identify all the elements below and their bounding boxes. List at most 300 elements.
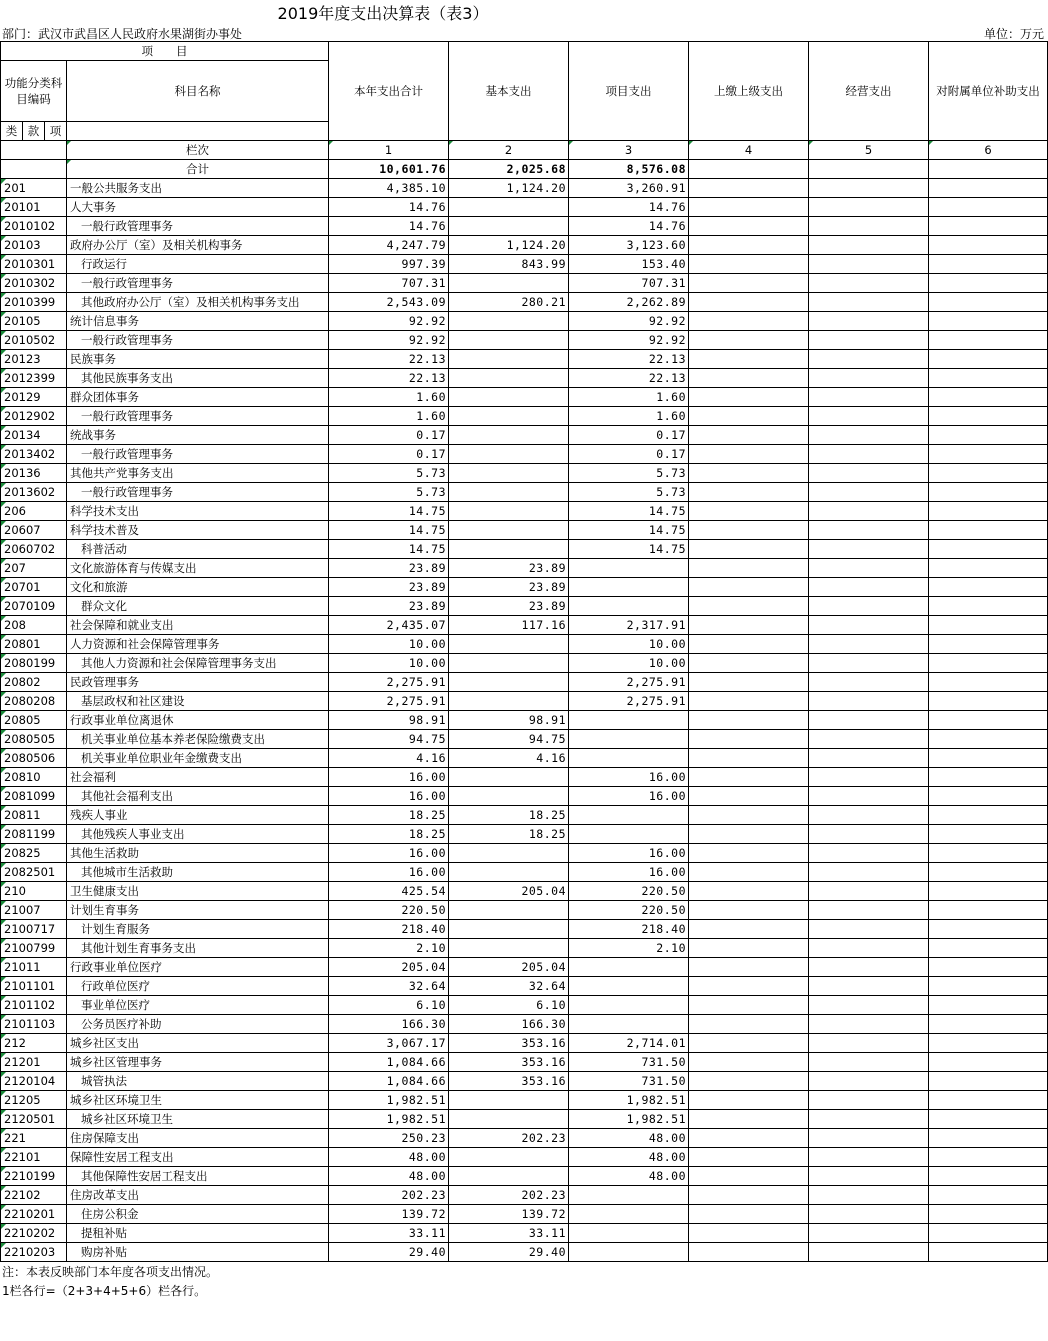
row-value: 1,124.20 [449,179,569,198]
row-value [449,502,569,521]
row-subject-name: 民政管理事务 [67,673,329,692]
row-code: 2080208 [1,692,67,711]
row-empty-cell [689,1167,809,1186]
row-value: 1,982.51 [569,1091,689,1110]
row-value: 0.17 [329,445,449,464]
row-value: 14.75 [569,540,689,559]
row-subject-name: 城乡社区管理事务 [67,1053,329,1072]
table-row [1,1148,1048,1167]
row-value: 32.64 [449,977,569,996]
row-code: 206 [1,502,67,521]
row-value: 92.92 [569,331,689,350]
row-empty-cell [689,825,809,844]
row-value: 14.75 [569,521,689,540]
row-value: 2,262.89 [569,293,689,312]
row-code: 2080505 [1,730,67,749]
row-code: 2012399 [1,369,67,388]
row-value: 5.73 [329,483,449,502]
row-subject-name: 事业单位医疗 [67,996,329,1015]
row-value: 5.73 [569,464,689,483]
col-num-2: 2 [449,141,569,160]
row-empty-cell [809,616,929,635]
row-value: 4.16 [329,749,449,768]
row-subject-name: 其他残疾人事业支出 [67,825,329,844]
row-value: 23.89 [329,559,449,578]
row-value [449,388,569,407]
row-subject-name: 其他民族事务支出 [67,369,329,388]
row-value [449,901,569,920]
row-subject-name: 科学技术普及 [67,521,329,540]
row-value [449,692,569,711]
row-value: 48.00 [569,1167,689,1186]
row-empty-cell [689,369,809,388]
row-value [449,1148,569,1167]
row-code: 2100799 [1,939,67,958]
row-code: 2013602 [1,483,67,502]
row-empty-cell [809,255,929,274]
row-value: 92.92 [329,331,449,350]
row-subject-name: 住房改革支出 [67,1186,329,1205]
row-empty-cell [809,597,929,616]
row-value: 1,982.51 [329,1091,449,1110]
row-value: 23.89 [449,597,569,616]
row-empty-cell [809,1205,929,1224]
row-value: 1,084.66 [329,1053,449,1072]
row-empty-cell [689,958,809,977]
row-code: 20129 [1,388,67,407]
row-subject-name: 一般行政管理事务 [67,331,329,350]
row-empty-cell [929,1167,1048,1186]
row-value: 16.00 [329,787,449,806]
row-value [569,1015,689,1034]
row-value [449,217,569,236]
row-value [449,787,569,806]
row-empty-cell [929,711,1048,730]
row-value [569,958,689,977]
row-code: 20136 [1,464,67,483]
row-value [449,426,569,445]
row-value: 18.25 [449,825,569,844]
row-value: 4.16 [449,749,569,768]
row-value: 14.75 [329,540,449,559]
row-empty-cell [809,977,929,996]
row-subject-name: 一般公共服务支出 [67,179,329,198]
row-empty-cell [929,274,1048,293]
row-empty-cell [809,426,929,445]
row-value: 843.99 [449,255,569,274]
row-empty-cell [809,350,929,369]
row-value: 2.10 [569,939,689,958]
row-code: 21011 [1,958,67,977]
row-subject-name: 一般行政管理事务 [67,407,329,426]
row-value: 250.23 [329,1129,449,1148]
row-empty-cell [809,369,929,388]
row-empty-cell [809,996,929,1015]
row-empty-cell [809,293,929,312]
row-empty-cell [809,559,929,578]
table-row [1,1224,1048,1243]
row-empty-cell [929,1205,1048,1224]
row-value: 353.16 [449,1053,569,1072]
row-empty-cell [689,882,809,901]
row-empty-cell [809,711,929,730]
row-code: 21007 [1,901,67,920]
row-value: 10.00 [569,635,689,654]
row-empty-cell [929,559,1048,578]
row-subject-name: 统战事务 [67,426,329,445]
row-value: 10.00 [569,654,689,673]
row-empty-cell [929,1034,1048,1053]
row-value: 218.40 [329,920,449,939]
table-row [1,939,1048,958]
row-empty-cell [809,540,929,559]
row-value [449,407,569,426]
row-empty-cell [929,426,1048,445]
row-value [449,673,569,692]
row-code: 22102 [1,1186,67,1205]
row-value: 22.13 [329,350,449,369]
row-subject-name: 群众团体事务 [67,388,329,407]
row-code: 2012902 [1,407,67,426]
col-header-2: 基本支出 [449,42,569,141]
row-empty-cell [809,768,929,787]
table-row [1,369,1048,388]
row-value: 92.92 [329,312,449,331]
row-code: 2010399 [1,293,67,312]
row-value [449,654,569,673]
row-empty-cell [929,920,1048,939]
row-subject-name: 公务员医疗补助 [67,1015,329,1034]
row-value: 1.60 [569,407,689,426]
row-value: 18.25 [329,825,449,844]
row-value [569,996,689,1015]
row-empty-cell [689,1129,809,1148]
col-header-1: 本年支出合计 [329,42,449,141]
row-empty-cell [929,996,1048,1015]
row-value: 707.31 [569,274,689,293]
row-empty-cell [689,293,809,312]
row-empty-cell [929,1129,1048,1148]
row-value: 202.23 [449,1186,569,1205]
row-value: 220.50 [329,901,449,920]
row-value: 48.00 [329,1167,449,1186]
row-subject-name: 其他保障性安居工程支出 [67,1167,329,1186]
row-value [569,825,689,844]
table-row [1,1243,1048,1262]
row-value: 98.91 [329,711,449,730]
row-empty-cell [809,274,929,293]
row-value: 16.00 [569,787,689,806]
table-row [1,901,1048,920]
row-empty-cell [809,217,929,236]
col-num-5: 5 [809,141,929,160]
col-header-3: 项目支出 [569,42,689,141]
row-empty-cell [689,350,809,369]
row-empty-cell [809,1186,929,1205]
row-subject-name: 城乡社区环境卫生 [67,1110,329,1129]
table-row [1,540,1048,559]
row-empty-cell [689,711,809,730]
row-subject-name: 民族事务 [67,350,329,369]
xiang-header: 项 [45,122,67,141]
row-code: 21201 [1,1053,67,1072]
row-value: 3,260.91 [569,179,689,198]
row-value: 92.92 [569,312,689,331]
row-value: 1.60 [329,407,449,426]
row-subject-name: 其他社会福利支出 [67,787,329,806]
row-code: 20134 [1,426,67,445]
row-empty-cell [809,844,929,863]
row-code: 2010102 [1,217,67,236]
row-value [569,559,689,578]
row-empty-cell [929,502,1048,521]
row-empty-cell [689,1072,809,1091]
footnote-1: 注：本表反映部门本年度各项支出情况。 [2,1265,219,1279]
row-value: 14.75 [569,502,689,521]
row-code: 20607 [1,521,67,540]
table-row [1,825,1048,844]
row-value: 14.76 [569,198,689,217]
row-value [569,977,689,996]
row-value [449,1110,569,1129]
row-code: 20810 [1,768,67,787]
col-num-1: 1 [329,141,449,160]
row-value: 3,067.17 [329,1034,449,1053]
row-empty-cell [809,1072,929,1091]
table-row [1,863,1048,882]
row-empty-cell [689,1053,809,1072]
row-empty-cell [929,768,1048,787]
col-num-3: 3 [569,141,689,160]
row-empty-cell [809,464,929,483]
footnote-2: 1栏各行=（2+3+4+5+6）栏各行。 [2,1284,207,1298]
row-code: 2210201 [1,1205,67,1224]
row-empty-cell [929,1072,1048,1091]
row-empty-cell [689,1224,809,1243]
row-value: 205.04 [329,958,449,977]
row-empty-cell [809,863,929,882]
row-empty-cell [809,749,929,768]
row-code: 2081099 [1,787,67,806]
row-empty-cell [929,1186,1048,1205]
row-empty-cell [929,654,1048,673]
row-empty-cell [689,312,809,331]
row-subject-name: 统计信息事务 [67,312,329,331]
row-empty-cell [689,1148,809,1167]
table-row [1,673,1048,692]
row-code: 207 [1,559,67,578]
row-code: 221 [1,1129,67,1148]
row-empty-cell [809,1053,929,1072]
row-empty-cell [689,445,809,464]
row-empty-cell [809,882,929,901]
col-num-6: 6 [929,141,1048,160]
row-subject-name: 一般行政管理事务 [67,274,329,293]
col-header-5: 经营支出 [809,42,929,141]
table-row [1,312,1048,331]
row-empty-cell [929,958,1048,977]
row-subject-name: 人力资源和社会保障管理事务 [67,635,329,654]
row-empty-cell [689,616,809,635]
row-value: 0.17 [329,426,449,445]
unit-label: 单位：万元 [983,27,1044,41]
row-code: 20802 [1,673,67,692]
table-row [1,331,1048,350]
table-row [1,502,1048,521]
table-row [1,597,1048,616]
row-subject-name: 城乡社区支出 [67,1034,329,1053]
expenditure-table [0,41,1048,1262]
row-subject-name: 文化和旅游 [67,578,329,597]
row-code: 20103 [1,236,67,255]
row-subject-name: 人大事务 [67,198,329,217]
row-subject-name: 购房补贴 [67,1243,329,1262]
row-value: 23.89 [449,578,569,597]
row-value: 94.75 [329,730,449,749]
row-value: 153.40 [569,255,689,274]
row-code: 2101101 [1,977,67,996]
row-empty-cell [689,597,809,616]
row-code: 20811 [1,806,67,825]
row-value [449,312,569,331]
row-empty-cell [689,217,809,236]
row-value: 2.10 [329,939,449,958]
row-code: 2120104 [1,1072,67,1091]
row-value: 98.91 [449,711,569,730]
table-row [1,958,1048,977]
row-value: 33.11 [329,1224,449,1243]
table-row [1,1015,1048,1034]
row-empty-cell [689,654,809,673]
row-empty-cell [809,578,929,597]
row-code: 22101 [1,1148,67,1167]
row-empty-cell [689,1091,809,1110]
row-value [569,1205,689,1224]
row-empty-cell [809,806,929,825]
table-row [1,559,1048,578]
row-value: 2,435.07 [329,616,449,635]
report-title: 2019年度支出决算表（表3） [277,4,489,23]
row-empty-cell [809,1167,929,1186]
row-value: 23.89 [449,559,569,578]
row-empty-cell [929,901,1048,920]
row-value [569,578,689,597]
row-subject-name: 残疾人事业 [67,806,329,825]
row-subject-name: 文化旅游体育与传媒支出 [67,559,329,578]
row-value [449,445,569,464]
row-value: 1.60 [569,388,689,407]
row-code: 2100717 [1,920,67,939]
row-subject-name: 基层政权和社区建设 [67,692,329,711]
row-subject-name: 政府办公厅（室）及相关机构事务 [67,236,329,255]
row-subject-name: 住房保障支出 [67,1129,329,1148]
row-code: 2080506 [1,749,67,768]
row-subject-name: 一般行政管理事务 [67,445,329,464]
row-empty-cell [689,236,809,255]
row-empty-cell [929,1015,1048,1034]
table-row [1,654,1048,673]
row-value: 2,275.91 [569,692,689,711]
item-header: 项 目 [1,42,329,61]
table-row [1,635,1048,654]
row-value [449,768,569,787]
row-code: 20101 [1,198,67,217]
row-empty-cell [809,1243,929,1262]
row-value: 10.00 [329,635,449,654]
lanci-blank [1,141,67,160]
row-value [569,806,689,825]
row-code: 20123 [1,350,67,369]
row-empty-cell [929,616,1048,635]
row-empty-cell [809,407,929,426]
row-value: 220.50 [569,882,689,901]
col-header-4: 上缴上级支出 [689,42,809,141]
row-subject-name: 其他城市生活救助 [67,863,329,882]
row-value [569,1243,689,1262]
row-empty-cell [929,673,1048,692]
row-empty-cell [809,1224,929,1243]
row-value: 48.00 [329,1148,449,1167]
table-row [1,1034,1048,1053]
row-empty-cell [689,179,809,198]
row-value: 2,275.91 [329,673,449,692]
table-row [1,977,1048,996]
row-empty-cell [929,597,1048,616]
row-empty-cell [689,331,809,350]
table-row [1,787,1048,806]
row-value: 220.50 [569,901,689,920]
row-value: 1,982.51 [569,1110,689,1129]
row-value: 6.10 [329,996,449,1015]
table-row [1,236,1048,255]
row-empty-cell [689,464,809,483]
row-empty-cell [689,407,809,426]
code-group-header: 功能分类科目编码 [1,61,67,122]
row-subject-name: 其他计划生育事务支出 [67,939,329,958]
table-row [1,179,1048,198]
row-empty-cell [689,559,809,578]
row-value: 32.64 [329,977,449,996]
row-empty-cell [689,1034,809,1053]
row-value: 202.23 [329,1186,449,1205]
row-empty-cell [689,1110,809,1129]
row-value: 205.04 [449,882,569,901]
total-value: 10,601.76 [329,160,449,179]
row-empty-cell [809,1091,929,1110]
row-code: 210 [1,882,67,901]
row-value: 166.30 [449,1015,569,1034]
row-empty-cell [689,274,809,293]
row-subject-name: 计划生育事务 [67,901,329,920]
row-empty-cell [809,730,929,749]
row-code: 21205 [1,1091,67,1110]
table-row [1,730,1048,749]
row-subject-name: 科普活动 [67,540,329,559]
row-code: 2210203 [1,1243,67,1262]
row-empty-cell [689,863,809,882]
row-empty-cell [809,198,929,217]
row-subject-name: 社会保障和就业支出 [67,616,329,635]
row-value [449,635,569,654]
row-value [449,331,569,350]
row-empty-cell [809,1148,929,1167]
row-value: 16.00 [569,844,689,863]
table-row [1,483,1048,502]
subject-name-header: 科目名称 [67,61,329,122]
row-value: 23.89 [329,597,449,616]
row-empty-cell [929,1224,1048,1243]
table-row [1,616,1048,635]
